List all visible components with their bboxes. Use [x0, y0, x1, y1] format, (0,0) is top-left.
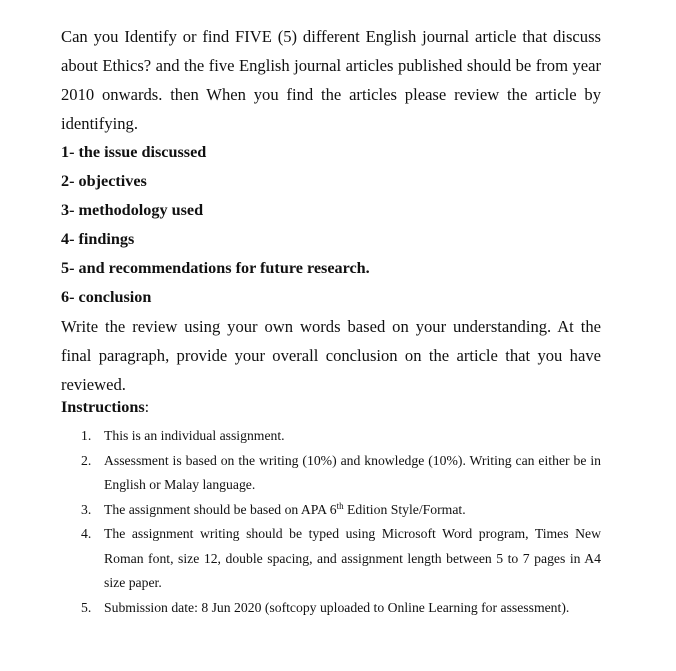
instruction-item: [61, 424, 601, 449]
review-item: 4- findings: [61, 230, 135, 248]
instruction-item: [61, 498, 601, 523]
instruction-text: This is an individual assignment.: [104, 428, 285, 443]
review-item: 2- objectives: [61, 172, 147, 190]
ordinal-superscript: th: [336, 500, 344, 511]
instruction-number: 4.: [81, 526, 92, 541]
instruction-item: [61, 522, 601, 596]
instruction-text: Assessment is based on the writing (10%) and knowledge (10%). Writing can either be in English or Malay language.: [104, 452, 601, 492]
instruction-text-part: Edition Style/Format.: [343, 501, 466, 517]
instruction-number: 5.: [81, 599, 92, 615]
question-closing: Write the review using your own words based on your understanding. At the final paragraph, provide your overall conclusion on the article that you have reviewed.: [61, 317, 601, 394]
review-item: 5- and recommendations for future research.: [61, 259, 370, 277]
instruction-item: [61, 449, 601, 498]
question-intro: Can you Identify or find FIVE (5) different English journal article that discuss about Ethics? and the five English journal articles published should be from year 2010 onwards. then When you find the articles please review the article by identifying.: [61, 27, 601, 133]
instructions-list: [61, 424, 601, 620]
instructions-heading-colon: :: [144, 398, 150, 416]
review-item: 3- methodology used: [61, 201, 204, 219]
review-item: 6- conclusion: [61, 288, 152, 306]
instruction-text: The assignment writing should be typed using Microsoft Word program, Times New Roman font, size 12, double spacing, and assignment length between 5 to 7 pages in A4 size paper.: [104, 526, 601, 590]
instruction-text-part: The assignment should be based on APA 6: [104, 501, 337, 517]
instruction-number: 2.: [81, 452, 92, 468]
instructions-heading: [61, 396, 149, 418]
instruction-number: 1.: [81, 428, 92, 443]
review-items-list: [61, 138, 601, 312]
question-section: [61, 22, 601, 399]
instruction-number: 3.: [81, 501, 92, 517]
review-item: 1- the issue discussed: [61, 143, 207, 161]
instruction-text: [104, 502, 466, 517]
instructions-heading-label: Instructions: [61, 398, 145, 416]
instruction-item: [61, 596, 601, 621]
instruction-text: Submission date: 8 Jun 2020 (softcopy uploaded to Online Learning for assessment).: [104, 599, 570, 615]
